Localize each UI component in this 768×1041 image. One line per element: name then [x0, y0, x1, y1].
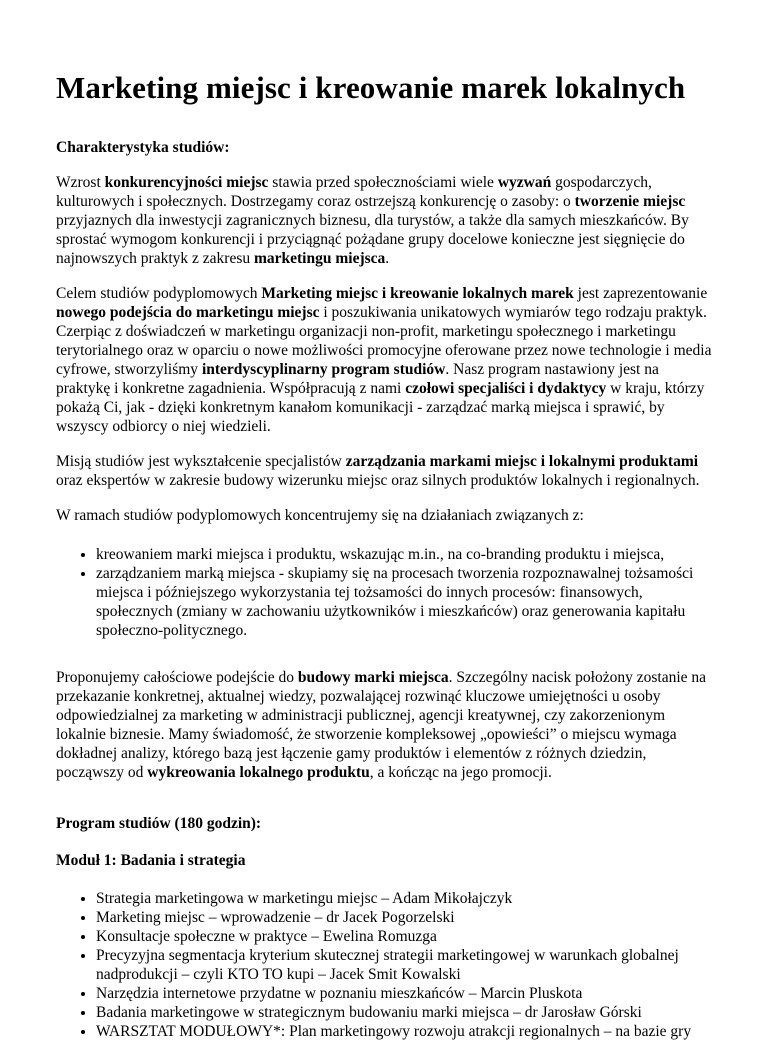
text-run: Wzrost [56, 174, 105, 191]
bold-phrase: zarządzania markami miejsc i lokalnymi produktami [345, 453, 699, 470]
paragraph-5 [56, 668, 713, 782]
list-item: • kreowaniem marki miejsca i produktu, wskazując m.in., na co-branding produktu i miejsca, [96, 545, 713, 564]
bold-phrase: konkurencyjności miejsc [104, 174, 269, 191]
paragraph-2 [56, 284, 713, 436]
text-run: . Nasz program nastawiony jest na praktykę i konkretne zagadnienia. Współpracują z nami [56, 361, 659, 397]
bold-phrase: tworzenie miejsc [574, 193, 686, 210]
module-1-heading: Moduł 1: Badania i strategia [56, 852, 246, 869]
paragraph-1 [56, 173, 713, 268]
paragraph-3 [56, 452, 713, 490]
bold-phrase: wykreowania lokalnego produktu [147, 764, 370, 781]
text-run: W ramach studiów podyplomowych koncentrujemy się na działaniach związanych z: [56, 507, 584, 524]
text-run: Celem studiów podyplomowych [56, 285, 262, 302]
module-1-list [56, 889, 713, 1041]
list-item: • Strategia marketingowa w marketingu miejsc – Adam Mikołajczyk [96, 889, 713, 908]
paragraph-4 [56, 506, 713, 525]
text-run: oraz ekspertów w zakresie budowy wizerunku miejsc oraz silnych produktów lokalnych i regionalnych. [56, 472, 700, 489]
list-item: • zarządzaniem marką miejsca - skupiamy się na procesach tworzenia rozpoznawalnej tożsamości miejsca i późniejszego wykorzystania tej tożsamości do innych procesów: finansowych, społecznych (zmiany w zachowaniu użytkowników i mieszkańców) oraz generowania kapitału społeczno-politycznego. [96, 564, 713, 640]
text-run: gospodarczych, kulturowych i społecznych. Dostrzegamy coraz ostrzejszą konkurencję o zasoby: o [56, 174, 652, 210]
text-run: jest zaprezentowanie [573, 285, 708, 302]
text-run: . [385, 250, 390, 267]
bold-phrase: nowego podejścia do marketingu miejsc [56, 304, 320, 321]
bold-phrase: Marketing miejsc i kreowanie lokalnych marek [261, 285, 574, 302]
text-run: . Szczególny nacisk położony zostanie na przekazanie konkretnej, aktualnej wiedzy, pozwalającej rozwinąć kluczowe umiejętności u osoby odpowiedzialnej za marketing w administracji publicznej, agencji kreatywnej, czy zakorzenionym lokalnie biznesie. Mamy świadomość, że stworzenie kompleksowej „opowieści” o miejscu wymaga dokładnej analizy, którego bazą jest łączenie gamy produktów i elementów z różnych dziedzin, począwszy od [56, 669, 707, 781]
bold-phrase: czołowi specjaliści i dydaktycy [405, 380, 607, 397]
section-heading-characteristics: Charakterystyka studiów: [56, 139, 230, 156]
bold-phrase: marketingu miejsca [253, 250, 386, 267]
section-heading-program: Program studiów (180 godzin): [56, 815, 262, 832]
bold-phrase: wyzwań [497, 174, 552, 191]
list-item: • Badania marketingowe w strategicznym budowaniu marki miejsca – dr Jarosław Górski [96, 1003, 713, 1022]
list-item: • Precyzyjna segmentacja kryterium skutecznej strategii marketingowej w warunkach globalnej nadprodukcji – czyli KTO TO kupi – Jacek Smit Kowalski [96, 946, 713, 984]
list-item: • Konsultacje społeczne w praktyce – Ewelina Romuzga [96, 927, 713, 946]
text-run: stawia przed społecznościami wiele [268, 174, 498, 191]
document-title: Marketing miejsc i kreowanie marek lokalnych [56, 70, 686, 105]
text-run: i poszukiwania unikatowych wymiarów tego rodzaju praktyk. Czerpiąc z doświadczeń w marketingu organizacji non-profit, marketingu społecznego i marketingu terytorialnego oraz w oparciu o nowe możliwości promocyjne oferowane przez nowe technologie i media cyfrowe, stworzyliśmy [56, 304, 712, 378]
bold-phrase: budowy marki miejsca [297, 669, 449, 686]
list-item: • Marketing miejsc – wprowadzenie – dr Jacek Pogorzelski [96, 908, 713, 927]
text-run: Misją studiów jest wykształcenie specjalistów [56, 453, 346, 470]
bold-phrase: interdyscyplinarny program studiów [201, 361, 446, 378]
focus-list [56, 545, 713, 640]
text-run: Proponujemy całościowe podejście do [56, 669, 298, 686]
text-run: przyjaznych dla inwestycji zagranicznych biznesu, dla turystów, a także dla samych mieszkańców. By sprostać wymogom konkurencji i przyciągnąć pożądane grupy docelowe konieczne jest sięgnięcie do najnowszych praktyk z zakresu [56, 212, 689, 267]
list-item: • WARSZTAT MODUŁOWY*: Plan marketingowy rozwoju atrakcji regionalnych – na bazie gry [96, 1022, 713, 1041]
text-run: w kraju, którzy pokażą Ci, jak - dzięki konkretnym kanałom komunikacji - zarządzać marką miejsca i sprawić, by wszyscy odbiorcy o niej wiedzieli. [56, 380, 705, 435]
list-item: • Narzędzia internetowe przydatne w poznaniu mieszkańców – Marcin Pluskota [96, 984, 713, 1003]
text-run: , a kończąc na jego promocji. [369, 764, 552, 781]
